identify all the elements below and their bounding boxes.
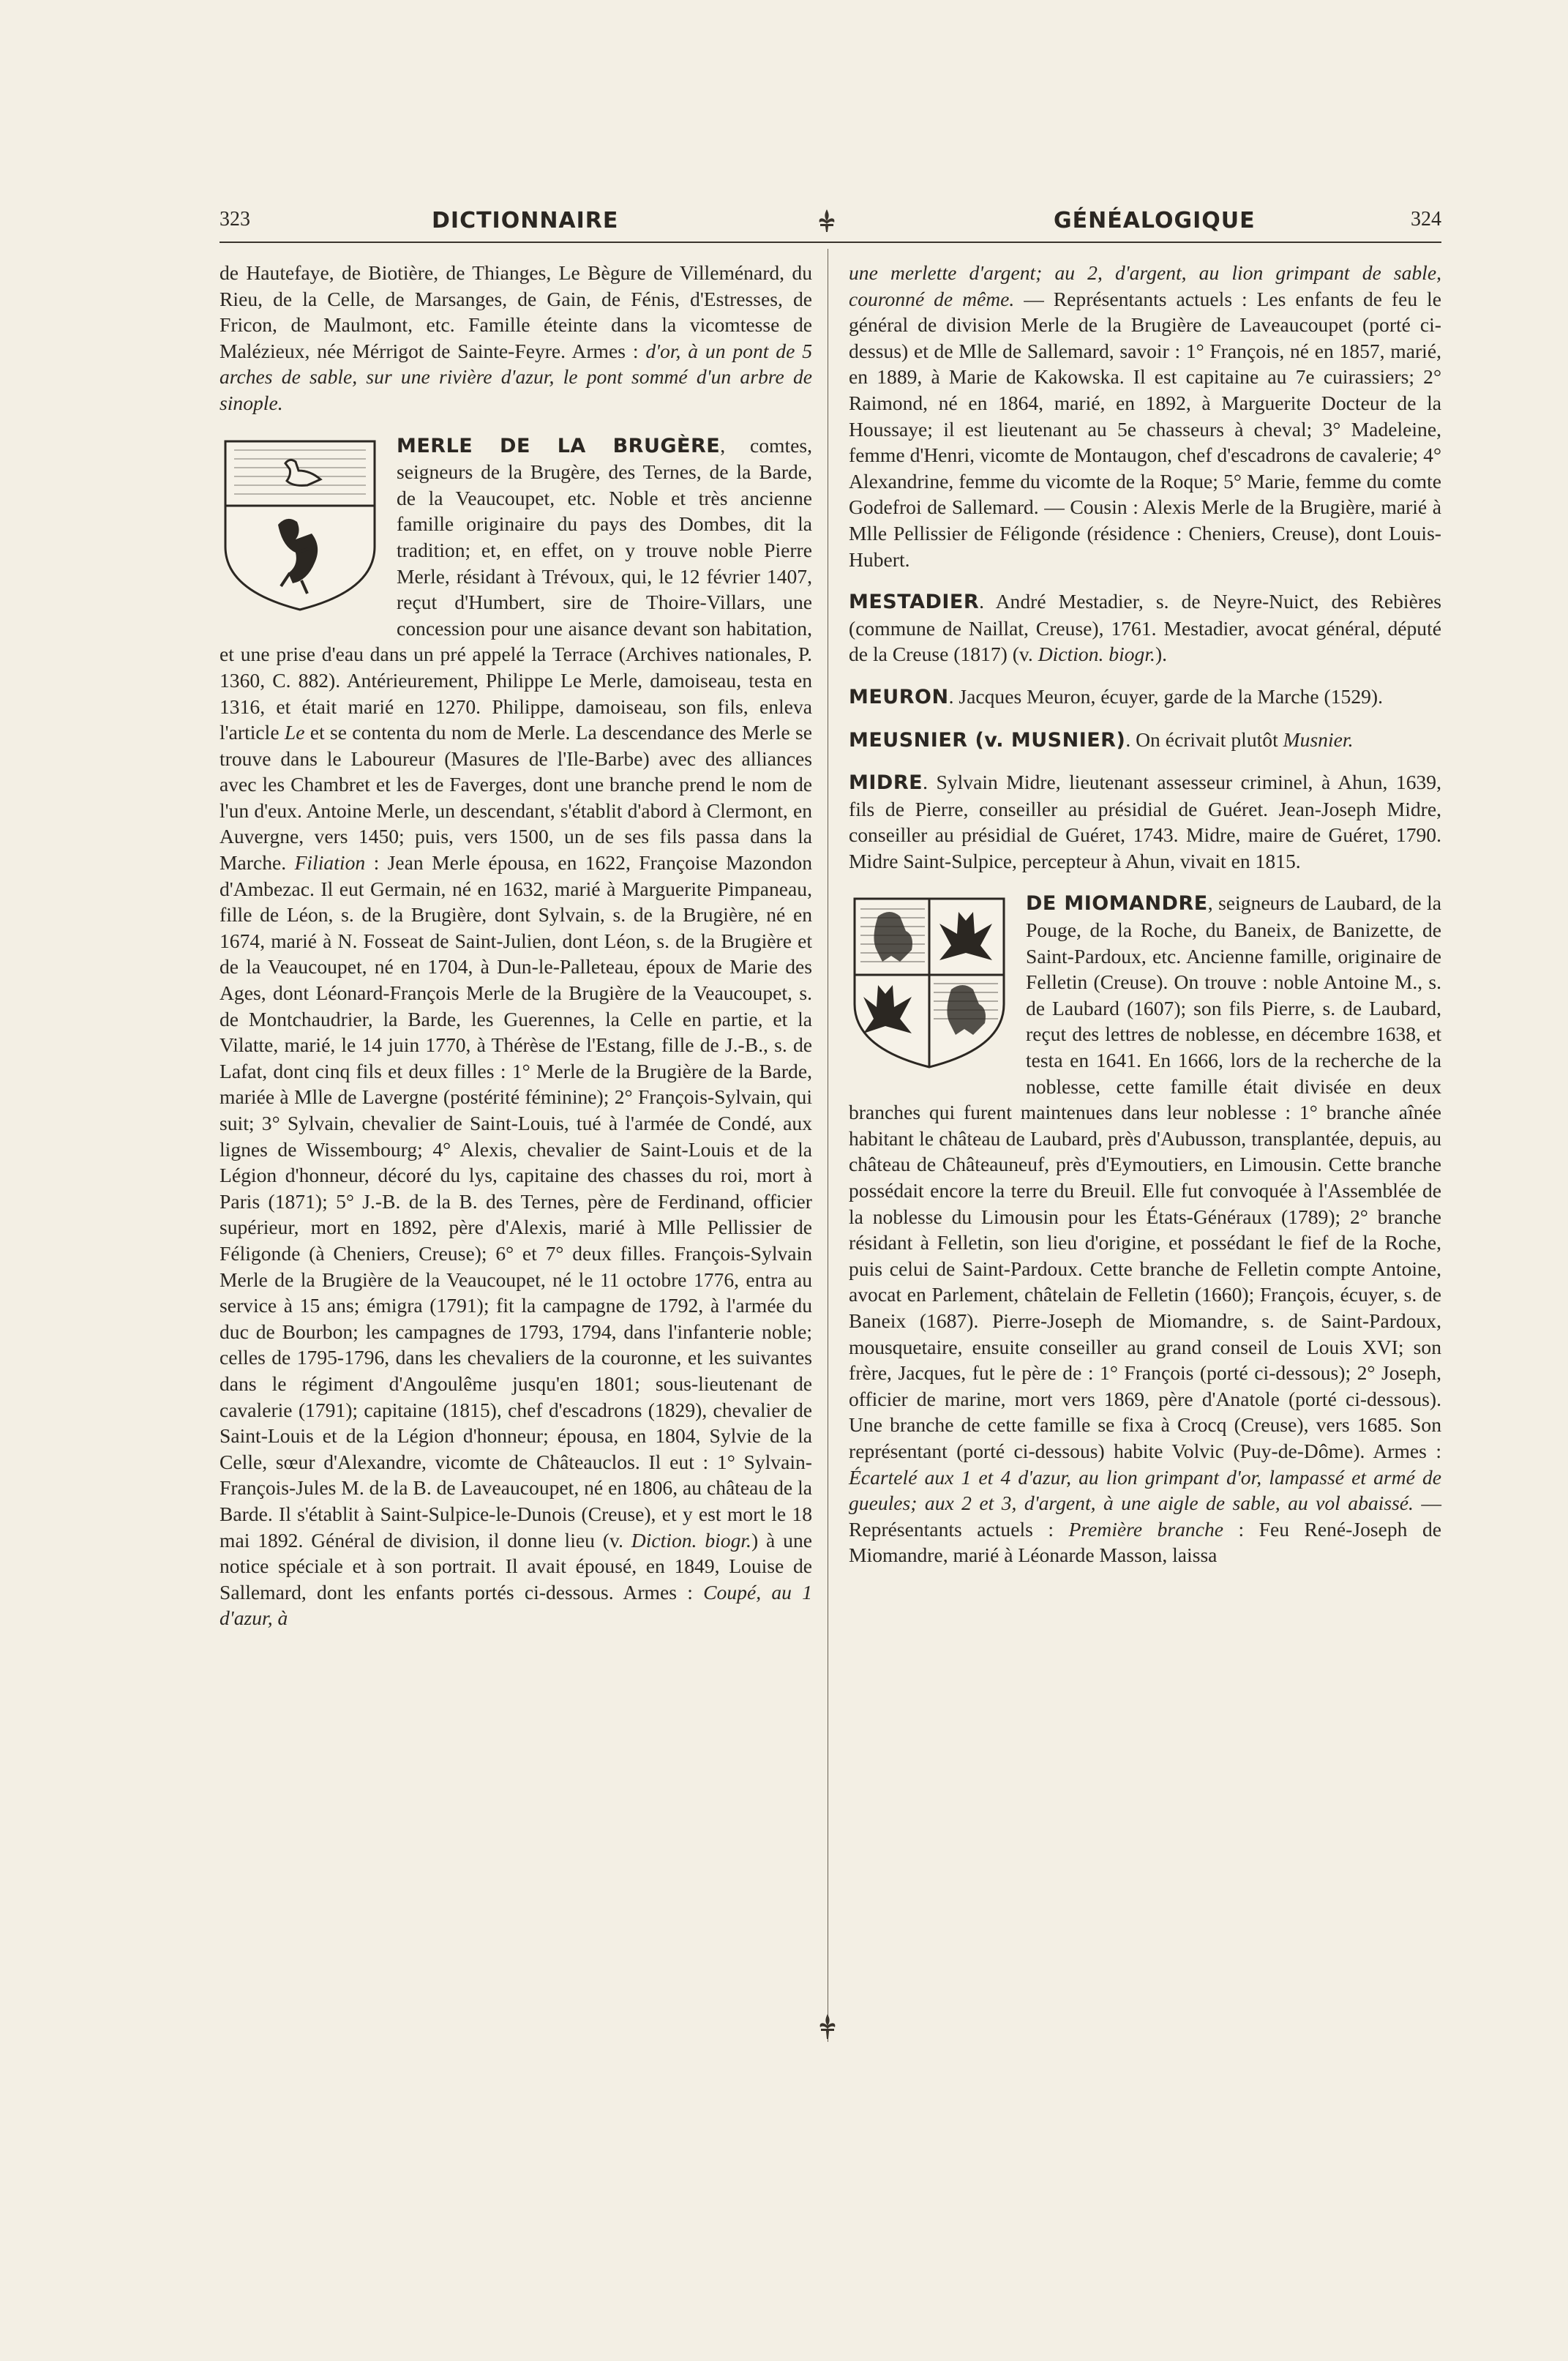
entry-text: — Représentants actuels : Les enfants de feu le général de division Merle de la Brugière de Laveaucoupet (porté ci-dessus) et de Mlle de Sallemard, savoir : 1° François, né en 1857, marié, en 1889, à Marie de Kakowska. Il est capitaine au 7e cuirassiers; 2° Raimond, né en 1864, marié, en 1892, à Marguerite Docteur de la Houssaye; il est lieutenant au 5e chasseurs à cheval; 3° Madeleine, femme d'Henri, vicomte de Montaugon, chef d'escadrons de cavalerie; 4° Alexandrine, femme du vicomte de la Roque; 5° Marie, femme du comte Godefroi de Sallemard. — Cousin : Alexis Merle de la Brugière, marié à Mlle Pellissier de Féligonde (résidence : Cheniers, Creuse), dont Louis-Hubert. [849,287,1441,571]
page-number-right: 324 [1411,208,1441,231]
entry-italic: Le [284,721,305,744]
entry-italic: Diction. biogr. [1038,643,1155,666]
entry-continuation [220,260,812,416]
fleur-de-lis-icon [817,2013,839,2046]
entry-heading: MESTADIER [849,591,980,614]
running-title-right: GÉNÉALOGIQUE [1054,208,1256,233]
entry-de-miomandre [849,890,1441,1568]
arms-blazon: Écartelé aux 1 et 4 d'azur, au lion grimpant d'or, lampassé et armé de gueules; aux 2 et 3, d'argent, à une aigle de sable, au vol abaissé. [849,1465,1441,1515]
fleur-de-lis-icon [816,208,838,238]
arms-blazon: Coupé, au 1 d'azur, à [220,1580,812,1630]
entry-text: . Jacques Meuron, écuyer, garde de la Marche (1529). [948,684,1384,708]
entry-heading: MEURON [849,685,949,708]
running-title-left: DICTIONNAIRE [432,208,619,233]
entry-italic: Filiation [294,851,366,875]
entry-meuron [849,684,1441,711]
entry-italic: Première branche [1068,1517,1223,1541]
entry-meusnier [849,727,1441,754]
arms-blazon: d'or, à un pont de 5 arches de sable, sur une rivière d'azur, le pont sommé d'un arbre de sinople. [220,339,812,414]
left-column [220,260,812,1631]
entry-heading: MEUSNIER (v. MUSNIER) [849,728,1126,752]
entry-text: , comtes, seigneurs de la Brugère, des Ternes, de la Barde, de la Veaucoupet, etc. Noble et très ancienne famille originaire du pays des Dombes, dit la tradition; et, en effet, on y trouve noble Pierre Merle, résidant à Trévoux, qui, le 12 février 1407, reçut d'Humbert, sire de Thoire-Villars, une concession pour une aisance devant son habitation, et une prise d'eau dans un pré appelé la Terrace (Archives nationales, P. 1360, C. 882). Antérieurement, Philippe Le Merle, damoiseau, testa en 1316, et était marié en 1270. Philippe, damoiseau, son fils, enleva l'article [220,433,813,744]
entry-text: — Représentants actuels : [849,1492,1441,1541]
entry-continuation [849,260,1441,572]
page-number-left: 323 [220,208,250,231]
entry-text: ) à une notice spéciale et à son portrait. Il avait épousé, en 1849, Louise de Sallemard, dont les enfants portés ci-dessous. Armes : [220,1528,812,1604]
entry-text: ). [1155,643,1168,666]
coat-of-arms-merle-icon [220,437,380,613]
entry-heading: MERLE DE LA BRUGÈRE [397,434,721,457]
entry-text: . Sylvain Midre, lieutenant assesseur criminel, à Ahun, 1639, fils de Pierre, conseiller au présidial de Guéret. Jean-Joseph Midre, conseiller au présidial de Guéret, 1743. Midre, maire de Guéret, 1790. Midre Saint-Sulpice, percepteur à Ahun, vivait en 1815. [849,771,1441,872]
page-header [220,208,1441,237]
entry-merle-de-la-brugere [220,433,812,1631]
entry-italic: Diction. biogr. [631,1528,751,1552]
entry-text: . André Mestadier, s. de Neyre-Nuict, des Rebières (commune de Naillat, Creuse), 1761. Mestadier, avocat général, député de la Creuse (1817) (v. [849,590,1441,666]
entry-text: , seigneurs de Laubard, de la Pouge, de la Roche, du Baneix, de Banizette, de Saint-Pardoux, etc. Ancienne famille, originaire de Felletin (Creuse). On trouve : noble Antoine M., s. de Laubard (1607); son fils Pierre, s. de Laubard, reçut des lettres de noblesse, en décembre 1638, et testa en 1641. En 1666, lors de la recherche de la noblesse, cette famille était divisée en deux branches qui furent maintenues dans leur noblesse : 1° branche aînée habitant le château de Laubard, près d'Aubusson, transplantée, depuis, au château de Châteauneuf, près d'Eymoutiers, en Limousin. Cette branche possédait encore la terre du Breuil. Elle fut convoquée à l'Assemblée de la noblesse du Limousin pour les États-Généraux (1789); 2° branche résidant à Felletin, son lieu d'origine, et possédant le fief de la Roche, puis celui de Saint-Pardoux. Cette branche de Felletin compte Antoine, avocat en Parlement, châtelain de Felletin (1660); François, écuyer, s. de Baneix (1687). Pierre-Joseph de Miomandre, s. de Saint-Pardoux, mousquetaire, ensuite conseiller au grand conseil de Louis XVI; son frère, Jacques, fut le père de : 1° François (porté ci-dessous); 2° Joseph, officier de marine, mort vers 1869, père d'Anatole (porté ci-dessous). Une branche de cette famille se fixa à Crocq (Creuse), vers 1685. Son représentant (porté ci-dessous) habite Volvic (Puy-de-Dôme). Armes : [849,891,1441,1462]
coat-of-arms-miomandre-icon [849,894,1010,1070]
entry-text: : Feu René-Joseph de Miomandre, marié à Léonarde Masson, laissa [849,1517,1441,1567]
entry-text: . On écrivait plutôt [1125,727,1283,751]
entry-heading: DE MIOMANDRE [1026,892,1208,916]
header-rule [220,242,1441,243]
entry-midre [849,769,1441,874]
entry-heading: MIDRE [849,771,923,795]
entry-text: de Hautefaye, de Biotière, de Thianges, Le Bègure de Villeménard, du Rieu, de la Celle, de Marsanges, de Gain, de Fénis, d'Estresses, de Fricon, de Maulmont, etc. Famille éteinte dans la vicomtesse de Malézieux, née Mérrigot de Sainte-Feyre. Armes : [220,261,812,362]
entry-text: et se contenta du nom de Merle. La descendance des Merle se trouve dans le Laboureur (Masures de l'Ile-Barbe) avec des alliances avec les Chambret et les de Faverges, dont une branche prend le nom de l'un d'eux. Antoine Merle, un descendant, s'établit d'abord à Clermont, en Auvergne, vers 1450; puis, vers 1500, un de ses fils passa dans la Marche. [220,721,813,875]
right-column [849,260,1441,1568]
entry-mestadier [849,588,1441,667]
entry-italic: Musnier. [1283,727,1354,751]
arms-blazon: une merlette d'argent; au 2, d'argent, au lion grimpant de sable, couronné de même. [849,261,1441,310]
entry-text: : Jean Merle épousa, en 1622, Françoise Mazondon d'Ambezac. Il eut Germain, né en 1632, marié à Marguerite Pimpaneau, fille de Léon, s. de la Brugière, dont Sylvain, s. de la Brugière, né en 1674, marié à N. Fosseat de Saint-Julien, dont Léon, s. de la Brugière et de la Veaucoupet, né en 1704, à Dun-le-Palleteau, époux de Marie des Ages, dont Léonard-François Merle de la Brugière de la Veaucoupet, s. de Montchaudrier, la Barde, les Guerennes, la Celle en partie, et la Vilatte, marié, le 14 juin 1770, à Thérèse de l'Estang, fille de J.-B., s. de Lafat, dont cinq fils et deux filles : 1° Merle de la Brugière de la Barde, mariée à Mlle de Lavergne (postérité féminine); 2° François-Sylvain, qui suit; 3° Sylvain, chevalier de Saint-Louis, tué à l'armée de Condé, aux lignes de Wissembourg; 4° Alexis, chevalier de Saint-Louis et de la Légion d'honneur, décoré du lys, capitaine des chasses du roi, mort à Paris (1871); 5° J.-B. de la B. des Ternes, père de Ferdinand, officier supérieur, mort en 1892, père d'Alexis, marié à Mlle Pellissier de Féligonde (à Cheniers, Creuse); 6° et 7° deux filles. François-Sylvain Merle de la Brugière de la Veaucoupet, né le 11 octobre 1776, entra au service à 15 ans; émigra (1791); fit la campagne de 1792, à l'armée du duc de Bourbon; les campagnes de 1793, 1794, dans l'infanterie noble; celles de 1795-1796, dans les chevaliers de la couronne, et les suivantes dans le régiment d'Angoulême jusqu'en 1801; sous-lieutenant de cavalerie (1791); capitaine (1815), chef d'escadrons (1829), chevalier de Saint-Louis et de la Légion d'honneur; épousa, en 1804, Sylvie de la Celle, sœur d'Alexandre, vicomte de Châteauclos. Il eut : 1° Sylvain-François-Jules M. de la B. de Laveaucoupet, né en 1806, au château de la Barde. Il s'établit à Saint-Sulpice-le-Dunois (Creuse), et y est mort le 18 mai 1892. Général de division, il donne lieu (v. [220,851,812,1552]
